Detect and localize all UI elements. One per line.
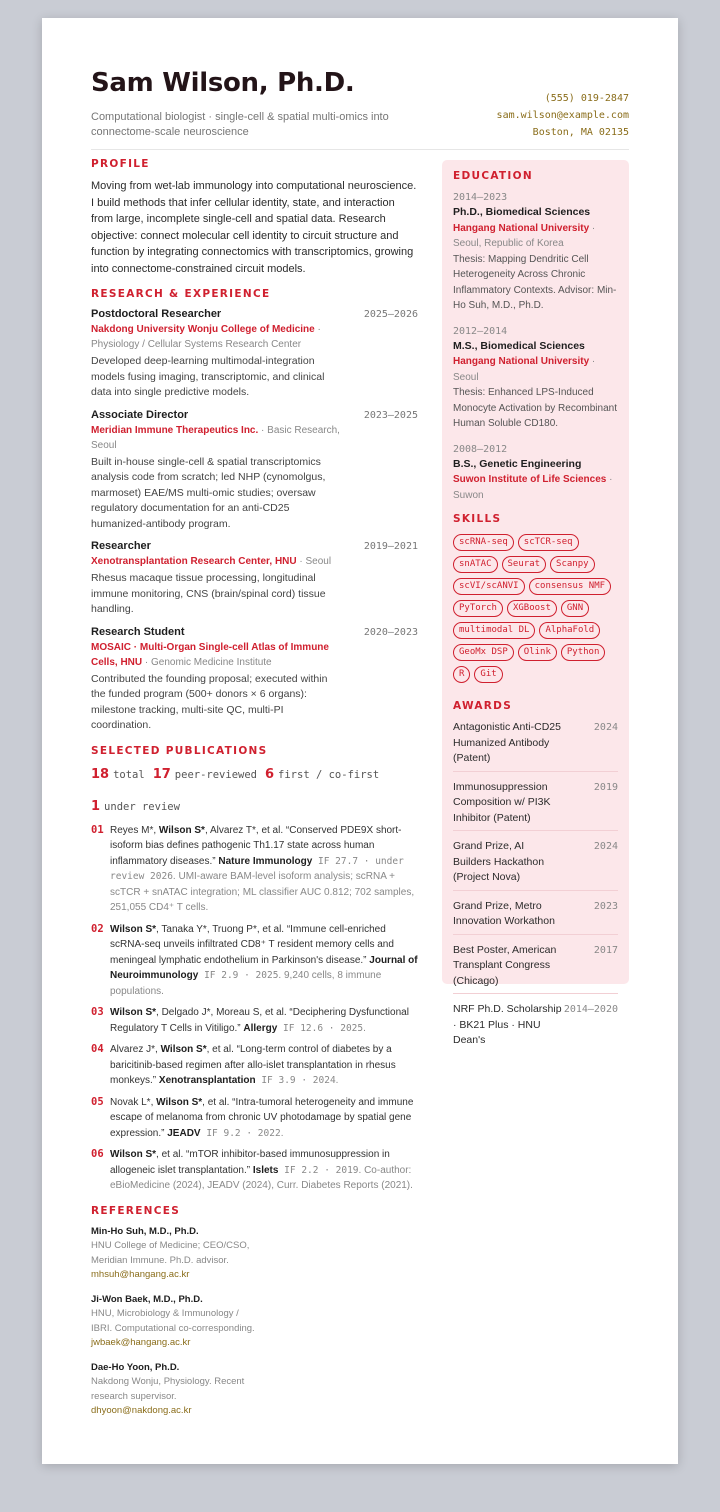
publication-item: [91, 1042, 418, 1089]
publication-stat: [91, 798, 180, 814]
institution-name: Suwon Institute of Life Sciences: [453, 474, 607, 485]
profile-text: Moving from wet-lab immunology into computational neuroscience. I build methods that infer cellular identity, state, and interaction from large, incomplete single-cell and spatial data. Research objective: connect molecular cell identity to circuit structure and function by integrating connectomics with transcriptomics, growing into connectome-constrained circuit models.: [91, 180, 417, 275]
institution-name: Hangang National University: [453, 222, 590, 234]
skill-chip: consensus NMF: [529, 578, 611, 595]
publication-item: [91, 1095, 418, 1142]
award-year: 2014–2020: [563, 1004, 618, 1015]
section-title-experience: RESEARCH & EXPERIENCE: [91, 288, 271, 300]
publication-citation: [110, 922, 418, 1000]
education-degree: M.S., Biomedical Sciences: [453, 339, 585, 352]
job-title: Research Student: [91, 625, 185, 638]
job-years: 2025–2026: [363, 309, 418, 320]
organization-detail: · Physiology / Cellular Systems Research Center: [91, 324, 321, 350]
award-name: Grand Prize, Metro Innovation Workathon: [453, 899, 555, 927]
location: Boston, MA 02135: [532, 127, 629, 138]
reference-email-link[interactable]: mhsuh@hangang.ac.kr: [91, 1269, 190, 1280]
stat-number: 6: [264, 766, 275, 782]
stat-number: 1: [91, 798, 101, 814]
publication-number: 04: [91, 1043, 104, 1055]
publication-note: .: [280, 1127, 284, 1139]
skill-chip: scVI/scANVI: [453, 578, 525, 595]
education-thesis: Thesis: Mapping Dendritic Cell Heterogeneity Across Chronic Inflammatory Contexts. Advisor: Min-Ho Suh, M.D., Ph.D.: [453, 253, 617, 311]
journal-name: Xenotransplantation: [158, 1075, 256, 1086]
skill-chip: multimodal DL: [453, 622, 535, 639]
citation-text: , Delgado J*, Moreau S, et al. “Deciphering Dysfunctional Regulatory T Cells in Vitiligo.”: [110, 1007, 409, 1034]
education-entry: [453, 442, 618, 504]
skill-chip: Seurat: [502, 556, 547, 573]
section-title-education: EDUCATION: [453, 170, 533, 182]
award-year: 2024: [593, 722, 618, 733]
job-organization: [91, 423, 341, 453]
publication-number: 05: [91, 1095, 104, 1108]
citation-text: , Alvarez T*, et al. “Conserved PDE9X short-isoform bias defines pathogenic Th1.17 state across human inflammatory diseases.”: [110, 824, 402, 867]
publication-stat: [91, 766, 145, 782]
job-header: [91, 409, 418, 421]
citation-self-author: Wilson S*: [110, 923, 157, 935]
skill-chip: scTCR-seq: [518, 534, 579, 551]
skill-list: [453, 534, 618, 688]
job-description: Contributed the founding proposal; executed within the funded program (500+ donors × 6 organs): milestone tracking, multi-site QC, multi-PI coordination.: [91, 672, 328, 731]
award-entry: [453, 831, 618, 891]
award-year: 2023: [593, 900, 618, 912]
reference-description: HNU College of Medicine; CEO/CSO, Meridian Immune. Ph.D. advisor.: [91, 1240, 250, 1266]
publication-list: [91, 823, 418, 1194]
institution-location: · Seoul: [453, 356, 596, 383]
publication-item: [91, 1005, 418, 1036]
institution-location: · Suwon: [453, 474, 613, 501]
job-entry: [91, 409, 418, 533]
education-entry: [453, 190, 618, 314]
reference-email-link[interactable]: jwbaek@hangang.ac.kr: [91, 1337, 191, 1348]
reference-description: Nakdong Wonju, Physiology. Recent research supervisor.: [91, 1376, 245, 1402]
job-entry: [91, 540, 418, 618]
stat-number: 17: [152, 766, 171, 782]
citation-self-author: Wilson S*: [158, 824, 205, 836]
job-title: Postdoctoral Researcher: [91, 308, 222, 320]
sidebar: [442, 160, 629, 1046]
stat-label: total: [113, 768, 145, 781]
section-title-awards: AWARDS: [453, 700, 513, 712]
skill-chip: scRNA-seq: [453, 534, 514, 551]
education-institution: [453, 472, 618, 503]
organization-name: Xenotransplantation Research Center, HNU: [91, 556, 297, 567]
impact-factor-year: IF 27.7 · under review 2026: [110, 855, 404, 882]
citation-authors-pre: Novak L*,: [110, 1096, 157, 1108]
journal-name: Islets: [252, 1164, 279, 1176]
publication-item: [91, 823, 418, 916]
skill-chip: snATAC: [453, 556, 498, 573]
award-year: 2019: [593, 781, 618, 793]
job-organization: [91, 322, 341, 352]
job-description: Built in-house single-cell & spatial transcriptomics analysis code from scratch; led NHP (cynomolgus, marmoset) EAE/MS multi-omic studies; oversaw regulatory documentation for an anti-CD25 humanized-antibody program.: [91, 455, 326, 530]
stat-number: 18: [91, 766, 110, 782]
job-organization: [91, 554, 341, 569]
publication-stat: [152, 766, 257, 782]
reference-name: Ji-Won Baek, M.D., Ph.D.: [91, 1293, 203, 1305]
institution-name: Hangang National University: [453, 356, 590, 367]
publication-number: 01: [91, 823, 104, 836]
award-entry: [453, 772, 618, 832]
award-name: Immunosuppression Composition w/ PI3K Inhibitor (Patent): [453, 780, 551, 824]
award-name: Best Poster, American Transplant Congress (Chicago): [453, 943, 557, 987]
publication-item: [91, 922, 418, 1000]
journal-name: Nature Immunology: [218, 855, 313, 867]
education-degree: Ph.D., Biomedical Sciences: [453, 206, 591, 218]
contact-block: [497, 90, 629, 141]
publication-note: . UMI-aware BAM-level isoform analysis; scRNA + scTCR + snATAC integration; ML classifier AUC 0.812; 702 samples, 251,055 CD4⁺ T cells.: [110, 871, 415, 913]
journal-name: JEADV: [167, 1127, 201, 1139]
job-description: Developed deep-learning multimodal-integration models fusing imaging, transcriptomic, and clinical data into single predictive models.: [91, 355, 325, 398]
award-year: 2017: [593, 944, 618, 956]
reference-list: [91, 1225, 418, 1429]
job-years: 2023–2025: [363, 409, 418, 421]
journal-name: Journal of Neuroimmunology: [110, 954, 418, 981]
job-title: Researcher: [91, 540, 151, 552]
institution-location: · Seoul, Republic of Korea: [453, 222, 596, 249]
education-institution: [453, 354, 618, 385]
organization-name: Nakdong University Wonju College of Medicine: [91, 324, 315, 335]
skill-chip: R: [453, 666, 470, 683]
person-name: Sam Wilson, Ph.D.: [91, 68, 355, 98]
education-list: [453, 190, 618, 503]
organization-detail: · Basic Research, Seoul: [91, 424, 340, 451]
section-title-profile: PROFILE: [91, 158, 150, 170]
citation-text: , et al. “Long-term control of diabetes by a baricitinib-based regimen after allo-islet transplantation in rhesus monkeys.”: [110, 1044, 396, 1086]
impact-factor-year: IF 2.2 · 2019: [278, 1164, 359, 1176]
education-years: 2012–2014: [453, 325, 508, 337]
publication-citation: [110, 1147, 418, 1194]
reference-name: Dae-Ho Yoon, Ph.D.: [91, 1361, 180, 1373]
skill-chip: AlphaFold: [539, 622, 600, 639]
impact-factor-year: IF 9.2 · 2022: [200, 1127, 281, 1139]
reference-description: HNU, Microbiology & Immunology / IBRI. Computational co-corresponding.: [91, 1308, 255, 1334]
organization-detail: · Seoul: [296, 556, 332, 567]
citation-text: , et al. “Intra-tumoral heterogeneity and immune escape of melanoma from chronic UV photodamage by spatial gene expression.”: [110, 1096, 414, 1139]
job-header: [91, 626, 418, 638]
education-degree: B.S., Genetic Engineering: [453, 457, 582, 470]
education-thesis: Thesis: Enhanced LPS-Induced Monocyte Activation by Recombinant Human Soluble CD180.: [453, 387, 617, 429]
citation-self-author: Wilson S*: [110, 1007, 157, 1018]
tagline: Computational biologist · single-cell & spatial multi-omics into connectome-scale neuroscience: [91, 111, 389, 138]
publication-citation: [110, 1005, 418, 1036]
job-header: [91, 308, 418, 320]
citation-text: , Tanaka Y*, Truong P*, et al. “Immune cell-enriched scRNA-seq unveils infiltrated CD8⁺ T resident memory cells and meningeal lymphatic endothelium in Parkinson's disease.”: [110, 923, 394, 966]
organization-detail: · Genomic Medicine Institute: [142, 656, 272, 668]
reference-entry: [91, 1293, 259, 1351]
job-entry: [91, 626, 418, 734]
section-title-references: REFERENCES: [91, 1204, 181, 1217]
education-institution: [453, 221, 618, 252]
award-entry: [453, 712, 618, 772]
citation-self-author: Wilson S*: [156, 1096, 203, 1108]
reference-entry: [91, 1361, 259, 1419]
citation-text: , et al. “mTOR inhibitor-based immunosuppression in allogeneic islet transplantation.”: [110, 1149, 390, 1176]
education-years: 2008–2012: [453, 443, 508, 455]
citation-authors-pre: Alvarez J*,: [110, 1044, 161, 1055]
award-name: Grand Prize, AI Builders Hackathon (Project Nova): [453, 840, 545, 883]
citation-self-author: Wilson S*: [160, 1044, 207, 1055]
job-years: 2019–2021: [363, 541, 418, 552]
skill-chip: Scanpy: [550, 556, 595, 573]
main-column: [91, 158, 418, 1429]
publication-number: 06: [91, 1148, 104, 1160]
reference-email-link[interactable]: dhyoon@nakdong.ac.kr: [91, 1405, 192, 1416]
skill-chip: PyTorch: [453, 600, 503, 617]
impact-factor-year: IF 3.9 · 2024: [255, 1075, 336, 1086]
award-entry: [453, 994, 618, 1053]
award-year: 2024: [593, 841, 618, 852]
education-entry: [453, 324, 618, 432]
journal-name: Allergy: [243, 1022, 278, 1034]
resume-page: [42, 18, 678, 1464]
header: [91, 68, 629, 150]
citation-authors-pre: Reyes M*,: [110, 824, 159, 836]
job-header: [91, 540, 418, 552]
award-list: [453, 712, 618, 1053]
job-title: Associate Director: [91, 408, 189, 421]
section-title-skills: SKILLS: [453, 513, 502, 525]
award-entry: [453, 891, 618, 935]
skill-chip: GeoMx DSP: [453, 644, 514, 661]
impact-factor-year: IF 2.9 · 2025: [198, 970, 279, 981]
impact-factor-year: IF 12.6 · 2025: [277, 1022, 364, 1034]
skill-chip: XGBoost: [507, 600, 557, 617]
publication-citation: [110, 1095, 418, 1142]
publication-number: 03: [91, 1006, 104, 1018]
publication-number: 02: [91, 922, 104, 935]
skill-chip: GNN: [561, 600, 589, 617]
organization-name: Meridian Immune Therapeutics Inc.: [91, 424, 259, 436]
stat-label: first / co-first: [278, 768, 380, 781]
job-description: Rhesus macaque tissue processing, longitudinal immune monitoring, CNS (brain/spinal cord) tissue handling.: [91, 572, 326, 615]
publication-citation: [110, 823, 418, 916]
skill-chip: Git: [474, 666, 502, 683]
publication-citation: [110, 1042, 418, 1089]
job-entry: [91, 308, 418, 401]
education-years: 2014–2023: [453, 192, 508, 203]
award-entry: [453, 935, 618, 995]
phone: (555) 019-2847: [544, 93, 629, 104]
section-title-publications: SELECTED PUBLICATIONS: [91, 744, 268, 757]
stat-label: peer-reviewed: [174, 768, 257, 781]
email-link[interactable]: sam.wilson@example.com: [496, 110, 629, 121]
publication-stats: [91, 759, 418, 823]
award-name: NRF Ph.D. Scholarship · BK21 Plus · HNU Dean's: [453, 1003, 562, 1046]
publication-note: . Co-author: eBioMedicine (2024), JEADV (2024), Curr. Diabetes Reports (2021).: [110, 1164, 413, 1191]
publication-item: [91, 1147, 418, 1194]
skill-chip: Olink: [518, 644, 557, 661]
skill-chip: Python: [561, 644, 606, 661]
job-years: 2020–2023: [363, 626, 418, 638]
organization-name: MOSAIC · Multi-Organ Single-cell Atlas of Immune Cells, HNU: [91, 641, 329, 668]
experience-list: [91, 308, 418, 734]
publication-note: .: [335, 1075, 339, 1086]
publication-stat: [264, 766, 380, 782]
award-name: Antagonistic Anti-CD25 Humanized Antibody (Patent): [453, 721, 561, 764]
reference-entry: [91, 1225, 259, 1283]
job-organization: [91, 640, 341, 670]
publication-note: . 9,240 cells, 8 immune populations.: [110, 970, 382, 997]
reference-name: Min-Ho Suh, M.D., Ph.D.: [91, 1225, 199, 1237]
stat-label: under review: [104, 800, 180, 813]
citation-self-author: Wilson S*: [110, 1149, 157, 1160]
publication-note: .: [363, 1022, 366, 1034]
